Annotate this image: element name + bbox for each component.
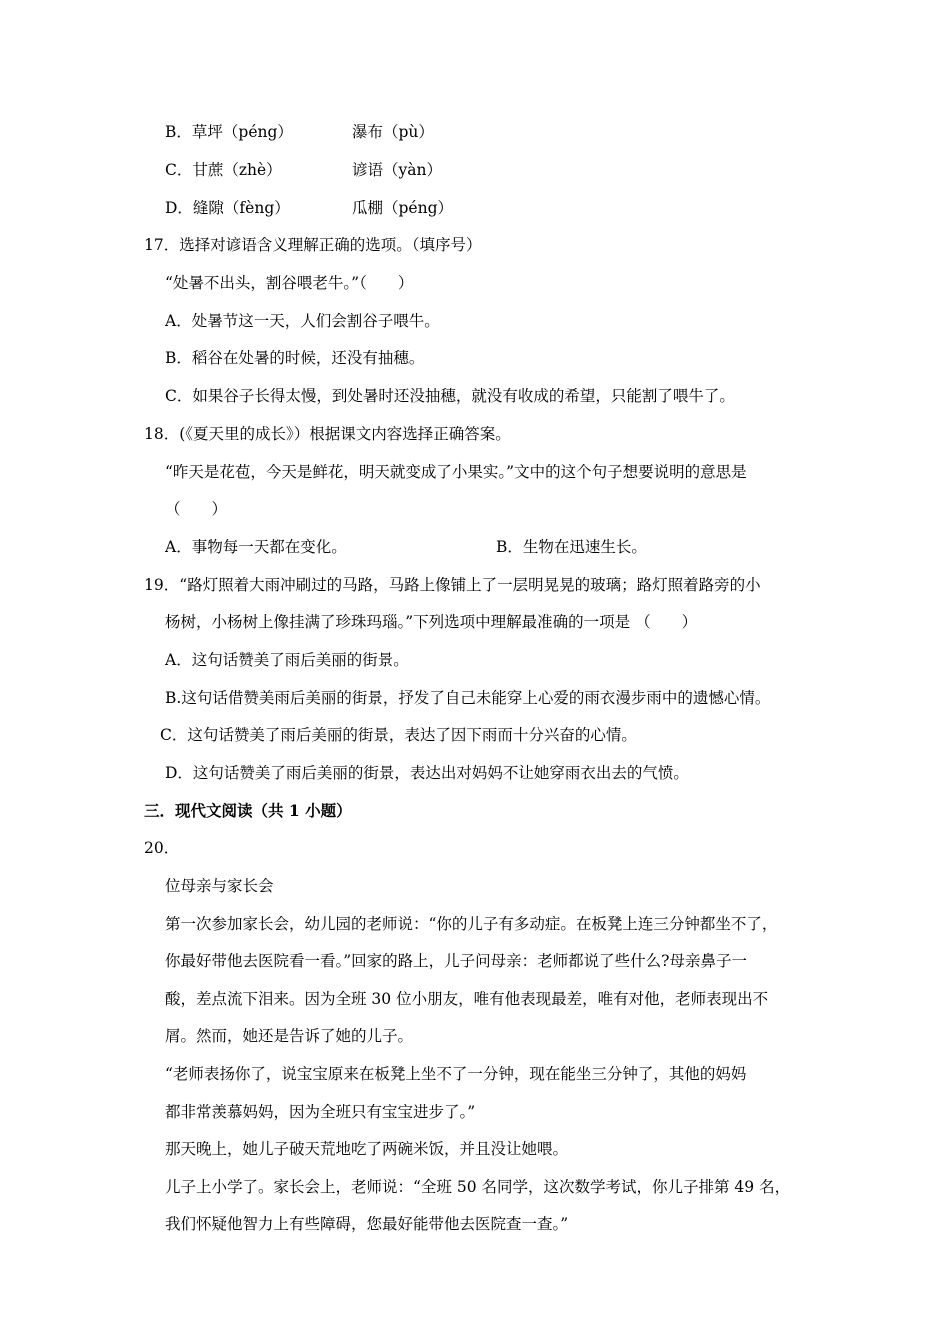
q16-option-b-right: 瀑布（pù） xyxy=(352,123,434,141)
q19-option-c: C．这句话赞美了雨后美丽的街景，表达了因下雨而十分兴奋的心情。 xyxy=(160,726,637,744)
q17-option-c: C．如果谷子长得太慢，到处暑时还没抽穗，就没有收成的希望，只能割了喂牛了。 xyxy=(165,387,735,405)
q17-title: 17．选择对谚语含义理解正确的选项。（填序号） xyxy=(144,236,482,254)
passage-p1-line-2: 你最好带他去医院看一看。”回家的路上，儿子问母亲：老师都说了些什么?母亲鼻子一 xyxy=(165,952,747,970)
q16-option-c-right: 谚语（yàn） xyxy=(352,161,442,179)
q17-option-b: B．稻谷在处暑的时候，还没有抽穗。 xyxy=(165,349,425,367)
q18-answer-paren: （ ） xyxy=(165,500,228,518)
passage-p2-line-1: “老师表扬你了，说宝宝原来在板凳上坐不了一分钟，现在能坐三分钟了，其他的妈妈 xyxy=(165,1065,747,1083)
q16-option-c-left: C．甘蔗（zhè） xyxy=(165,161,282,179)
q16-option-d-left: D．缝隙（fèng） xyxy=(165,199,290,217)
passage-p1-line-3: 酸，差点流下泪来。因为全班 30 位小朋友，唯有他表现最差，唯有对他，老师表现出不 xyxy=(165,990,769,1008)
q18-quote: “昨天是花苞，今天是鲜花，明天就变成了小果实。”文中的这个句子想要说明的意思是 xyxy=(165,463,747,481)
q18-title: 18．(《夏天里的成长》）根据课文内容选择正确答案。 xyxy=(144,425,511,443)
q19-option-b: B.这句话借赞美雨后美丽的街景，抒发了自己未能穿上心爱的雨衣漫步雨中的遗憾心情。 xyxy=(165,689,771,707)
q19-line-2: 杨树，小杨树上像挂满了珍珠玛瑙。”下列选项中理解最准确的一项是 （ ） xyxy=(165,613,698,631)
passage-p2-line-2: 都非常羡慕妈妈，因为全班只有宝宝进步了。” xyxy=(165,1103,476,1121)
q20-number: 20． xyxy=(144,839,180,857)
passage-p4-line-1: 儿子上小学了。家长会上，老师说：“全班 50 名同学，这次数学考试，你儿子排第 49 名， xyxy=(165,1178,791,1196)
q18-option-a: A．事物每一天都在变化。 xyxy=(165,538,347,556)
q19-option-d: D．这句话赞美了雨后美丽的街景，表达出对妈妈不让她穿雨衣出去的气愤。 xyxy=(165,764,689,782)
q18-option-b: B．生物在迅速生长。 xyxy=(496,538,647,556)
passage-p1-line-4: 屑。然而，她还是告诉了她的儿子。 xyxy=(165,1027,414,1045)
passage-p4-line-2: 我们怀疑他智力上有些障碍，您最好能带他去医院查一查。” xyxy=(165,1215,569,1233)
passage-p1-line-1: 第一次参加家长会，幼儿园的老师说：“你的儿子有多动症。在板凳上连三分钟都坐不了， xyxy=(165,915,778,933)
q19-option-a: A．这句话赞美了雨后美丽的街景。 xyxy=(165,651,409,669)
q17-option-a: A．处暑节这一天，人们会割谷子喂牛。 xyxy=(165,312,440,330)
q17-quote: “处暑不出头，割谷喂老牛。”（ ） xyxy=(165,274,414,292)
section-3-heading: 三．现代文阅读（共 1 小题） xyxy=(144,801,352,820)
q16-option-b-left: B．草坪（péng） xyxy=(165,123,293,141)
q16-option-d-right: 瓜棚（péng） xyxy=(352,199,454,217)
passage-p3: 那天晚上，她儿子破天荒地吃了两碗米饭，并且没让她喂。 xyxy=(165,1140,569,1158)
passage-title: 位母亲与家长会 xyxy=(165,877,274,895)
q19-line-1: 19．“路灯照着大雨冲刷过的马路，马路上像铺上了一层明晃晃的玻璃；路灯照着路旁的小 xyxy=(144,576,761,594)
